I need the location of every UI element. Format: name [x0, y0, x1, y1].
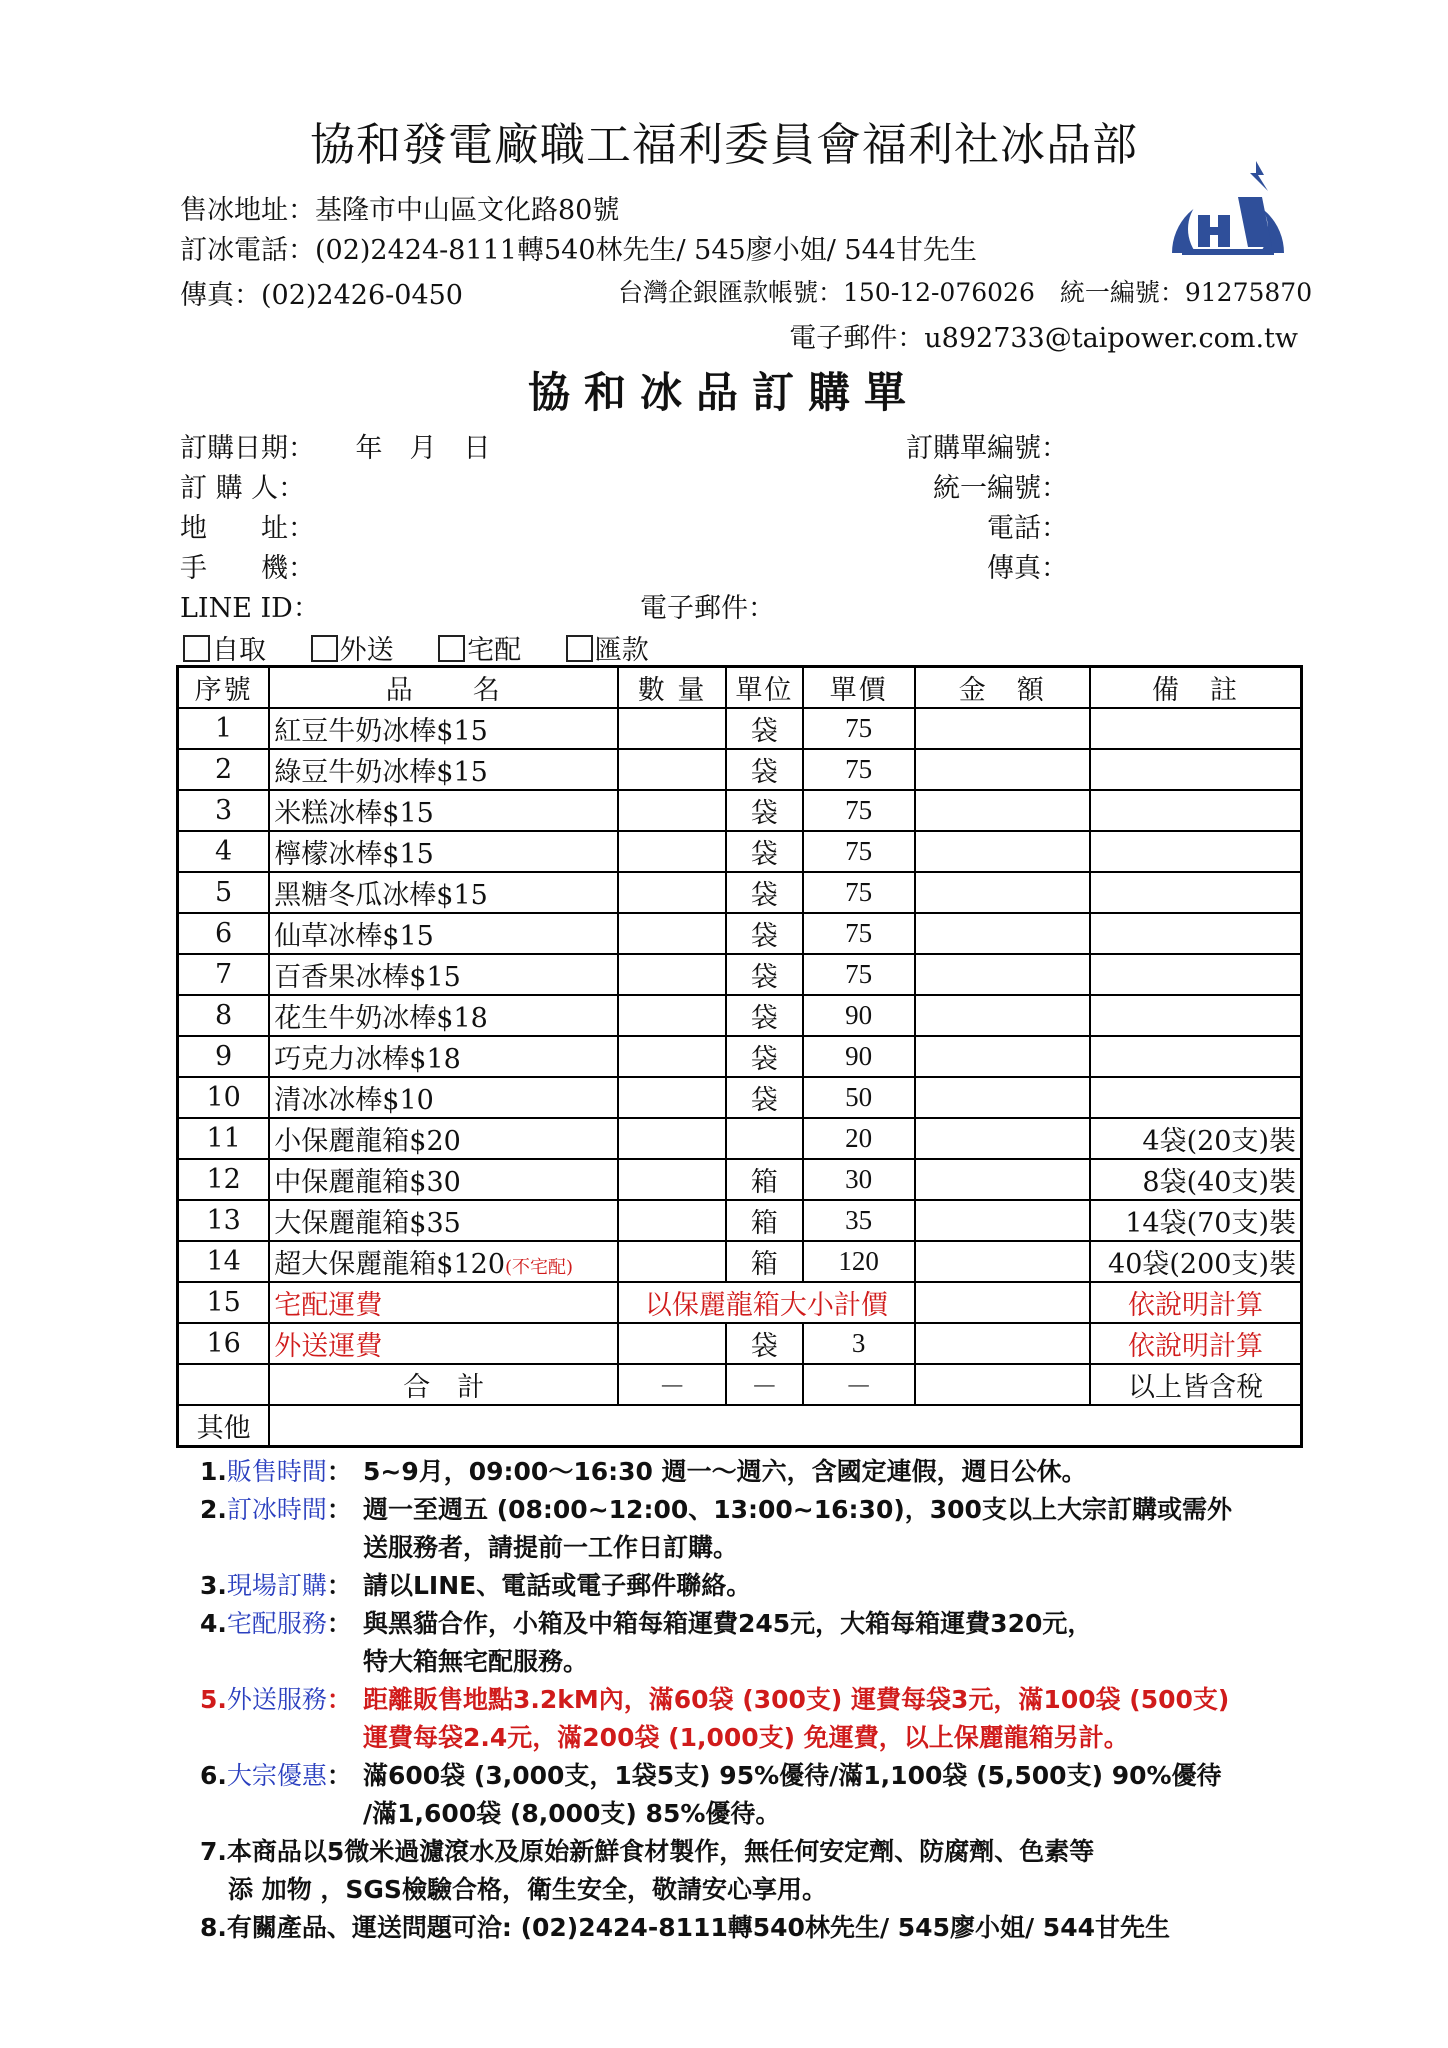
note-1: 1.販售時間： 5~9月，09:00～16:30 週一～週六，含國定連假，週日公休。 — [200, 1457, 1087, 1486]
quantity-cell[interactable] — [618, 1323, 726, 1364]
note-label: 大宗優惠 — [226, 1761, 327, 1790]
line-id-field: LINE ID： — [180, 593, 320, 624]
tax-note: 以上皆含稅 — [1090, 1364, 1301, 1405]
fax-line: 傳真：(02)2426-0450 — [180, 280, 463, 311]
delivery-fee-name: 外送運費 — [269, 1323, 618, 1364]
remark-cell — [1090, 831, 1301, 872]
price-cell: 50 — [803, 1077, 915, 1118]
quantity-cell[interactable] — [618, 1077, 726, 1118]
option-home-delivery[interactable]: 宅配 — [438, 628, 521, 667]
amount-cell[interactable] — [915, 790, 1091, 831]
table-header-row — [178, 667, 1302, 709]
amount-cell[interactable] — [915, 913, 1091, 954]
row-number: 2 — [178, 749, 270, 790]
col-header-no: 序號 — [178, 667, 270, 709]
product-name: 巧克力冰棒$18 — [269, 1036, 618, 1077]
amount-cell[interactable] — [915, 1118, 1091, 1159]
product-name: 小保麗龍箱$20 — [269, 1118, 618, 1159]
note-5: 5.外送服務： 距離販售地點3.2kM內，滿60袋 (300支) 運費每袋3元，滿100袋 (500支) — [200, 1685, 1230, 1714]
product-name: 仙草冰棒$15 — [269, 913, 618, 954]
table-row — [178, 831, 1302, 872]
quantity-cell[interactable] — [618, 1241, 726, 1282]
row-number: 8 — [178, 995, 270, 1036]
price-cell: 30 — [803, 1159, 915, 1200]
note-2-cont: 送服務者，請提前一工作日訂購。 — [363, 1533, 739, 1562]
note-8: 8.有關產品、運送問題可洽: (02)2424-8111轉540林先生/ 545廖小姐/ 544甘先生 — [200, 1913, 1170, 1942]
total-row: 合 計 － － － 以上皆含稅 — [178, 1364, 1302, 1405]
col-header-price: 單價 — [803, 667, 915, 709]
row-number: 10 — [178, 1077, 270, 1118]
remark-cell: 8袋(40支)裝 — [1090, 1159, 1301, 1200]
unit-cell: 袋 — [726, 1077, 803, 1118]
order-table — [176, 665, 1303, 1448]
order-date-field: 訂購日期： 年 月 日 — [180, 433, 491, 464]
unit-cell: 袋 — [726, 872, 803, 913]
remark-cell — [1090, 954, 1301, 995]
unit-cell: 箱 — [726, 1200, 803, 1241]
tax-id-field: 統一編號： — [933, 473, 1068, 504]
table-row — [178, 954, 1302, 995]
remark-cell — [1090, 1036, 1301, 1077]
org-title: 協和發電廠職工福利委員會福利社冰品部 — [309, 118, 1138, 171]
delivery-options — [183, 628, 685, 667]
note-4: 4.宅配服務： 與黑貓合作，小箱及中箱每箱運費245元，大箱每箱運費320元， — [200, 1609, 1093, 1638]
unit-cell: 箱 — [726, 1241, 803, 1282]
price-cell: 75 — [803, 831, 915, 872]
product-name: 中保麗龍箱$30 — [269, 1159, 618, 1200]
row-number: 6 — [178, 913, 270, 954]
amount-cell[interactable] — [915, 708, 1091, 749]
total-amount-cell[interactable] — [915, 1364, 1091, 1405]
row-number: 13 — [178, 1200, 270, 1241]
customer-email-field: 電子郵件： — [640, 593, 775, 624]
table-row — [178, 995, 1302, 1036]
unit-cell: 袋 — [726, 954, 803, 995]
amount-cell[interactable] — [915, 1077, 1091, 1118]
remark-cell — [1090, 708, 1301, 749]
note-7: 7.本商品以5微米過濾滾水及原始新鮮食材製作，無任何安定劑、防腐劑、色素等 添 加物 ，SGS檢驗合格，衛生安全，敬請安心享用。 — [200, 1837, 1095, 1904]
address-line: 售冰地址：基隆市中山區文化路80號 — [180, 195, 620, 226]
note-label: 宅配服務 — [226, 1609, 327, 1638]
total-label: 合 計 — [269, 1364, 618, 1405]
quantity-cell[interactable] — [618, 1200, 726, 1241]
row-number: 9 — [178, 1036, 270, 1077]
row-number: 12 — [178, 1159, 270, 1200]
remark-cell: 14袋(70支)裝 — [1090, 1200, 1301, 1241]
option-delivery[interactable]: 外送 — [311, 628, 394, 667]
product-name: 綠豆牛奶冰棒$15 — [269, 749, 618, 790]
row-number: 5 — [178, 872, 270, 913]
amount-cell[interactable] — [915, 749, 1091, 790]
table-row — [178, 913, 1302, 954]
note-label: 外送服務 — [226, 1685, 327, 1714]
amount-cell[interactable] — [915, 1323, 1091, 1364]
customer-address-field: 地 址： — [180, 513, 315, 544]
remark-cell — [1090, 995, 1301, 1036]
col-header-amount: 金 額 — [915, 667, 1091, 709]
col-header-unit: 單位 — [726, 667, 803, 709]
other-input-cell[interactable] — [269, 1405, 1301, 1447]
product-name: 超大保麗龍箱$120(不宅配) — [269, 1241, 618, 1282]
note-3: 3.現場訂購： 請以LINE、電話或電子郵件聯絡。 — [200, 1571, 752, 1600]
remark-cell: 40袋(200支)裝 — [1090, 1241, 1301, 1282]
note-4-cont: 特大箱無宅配服務。 — [363, 1647, 589, 1676]
amount-cell[interactable] — [915, 1282, 1091, 1323]
remark-cell — [1090, 872, 1301, 913]
company-logo-icon — [1164, 157, 1292, 257]
order-number-field: 訂購單編號： — [906, 433, 1068, 464]
amount-cell[interactable] — [915, 1036, 1091, 1077]
unit-cell: 箱 — [726, 1159, 803, 1200]
unit-cell — [726, 1118, 803, 1159]
unit-cell: 袋 — [726, 831, 803, 872]
option-pickup[interactable]: 自取 — [183, 628, 266, 667]
remark-cell — [1090, 913, 1301, 954]
price-cell: 90 — [803, 995, 915, 1036]
quantity-cell[interactable] — [618, 790, 726, 831]
other-row — [178, 1405, 1302, 1447]
product-name: 黑糖冬瓜冰棒$15 — [269, 872, 618, 913]
table-row — [178, 1036, 1302, 1077]
table-row — [178, 1118, 1302, 1159]
product-name: 大保麗龍箱$35 — [269, 1200, 618, 1241]
checkbox-home-delivery[interactable] — [438, 635, 465, 662]
note-5-cont: 運費每袋2.4元，滿200袋 (1,000支) 免運費，以上保麗龍箱另計。 — [363, 1723, 1129, 1752]
notes-section — [200, 1453, 1320, 1947]
note-6-cont: /滿1,600袋 (8,000支) 85%優待。 — [363, 1799, 781, 1828]
col-header-name: 品 名 — [269, 667, 618, 709]
product-name: 檸檬冰棒$15 — [269, 831, 618, 872]
note-label: 訂冰時間 — [226, 1495, 327, 1524]
quantity-cell[interactable] — [618, 954, 726, 995]
product-name: 百香果冰棒$15 — [269, 954, 618, 995]
row-number: 3 — [178, 790, 270, 831]
product-name: 花生牛奶冰棒$18 — [269, 995, 618, 1036]
price-cell: 75 — [803, 913, 915, 954]
table-row — [178, 1159, 1302, 1200]
option-remittance[interactable]: 匯款 — [566, 628, 649, 667]
bank-line: 台灣企銀匯款帳號：150-12-076026 統一編號：91275870 — [618, 278, 1313, 307]
unit-cell: 袋 — [726, 1036, 803, 1077]
unit-cell: 袋 — [726, 749, 803, 790]
table-row: 16 外送運費 袋 3 依說明計算 — [178, 1323, 1302, 1364]
price-cell: 75 — [803, 954, 915, 995]
price-cell: 75 — [803, 749, 915, 790]
phone-line: 訂冰電話：(02)2424-8111轉540林先生/ 545廖小姐/ 544甘先生 — [180, 235, 977, 266]
price-cell: 20 — [803, 1118, 915, 1159]
amount-cell[interactable] — [915, 831, 1091, 872]
no-home-delivery-note: (不宅配) — [505, 1257, 574, 1278]
unit-cell: 袋 — [726, 708, 803, 749]
col-header-remark: 備 註 — [1090, 667, 1301, 709]
note-2: 2.訂冰時間： 週一至週五 (08:00~12:00、13:00~16:30)，300支以上大宗訂購或需外 — [200, 1495, 1232, 1524]
note-label: 販售時間 — [226, 1457, 327, 1486]
other-label: 其他 — [178, 1405, 270, 1447]
price-cell: 120 — [803, 1241, 915, 1282]
checkbox-remittance[interactable] — [566, 635, 593, 662]
amount-cell[interactable] — [915, 954, 1091, 995]
quantity-cell[interactable] — [618, 872, 726, 913]
price-cell: 75 — [803, 790, 915, 831]
shipping-fee-name: 宅配運費 — [269, 1282, 618, 1323]
quantity-cell[interactable] — [618, 913, 726, 954]
price-cell: 90 — [803, 1036, 915, 1077]
shipping-fee-note: 以保麗龍箱大小計價 — [618, 1282, 914, 1323]
orderer-field: 訂 購 人： — [180, 473, 306, 504]
product-name: 清冰冰棒$10 — [269, 1077, 618, 1118]
amount-cell[interactable] — [915, 1159, 1091, 1200]
table-row — [178, 1241, 1302, 1282]
table-row — [178, 790, 1302, 831]
quantity-cell[interactable] — [618, 1118, 726, 1159]
amount-cell[interactable] — [915, 995, 1091, 1036]
unit-cell: 袋 — [726, 995, 803, 1036]
table-row — [178, 1200, 1302, 1241]
price-cell: 75 — [803, 708, 915, 749]
row-number: 11 — [178, 1118, 270, 1159]
quantity-cell[interactable] — [618, 749, 726, 790]
quantity-cell[interactable] — [618, 1159, 726, 1200]
amount-cell[interactable] — [915, 872, 1091, 913]
table-row — [178, 749, 1302, 790]
unit-cell: 袋 — [726, 913, 803, 954]
row-number: 14 — [178, 1241, 270, 1282]
customer-fax-field: 傳真： — [987, 553, 1068, 584]
amount-cell[interactable] — [915, 1241, 1091, 1282]
quantity-cell[interactable] — [618, 831, 726, 872]
quantity-cell[interactable] — [618, 1036, 726, 1077]
customer-phone-field: 電話： — [987, 513, 1068, 544]
table-row: 15 宅配運費 以保麗龍箱大小計價 依說明計算 — [178, 1282, 1302, 1323]
note-6: 6.大宗優惠： 滿600袋 (3,000支，1袋5支) 95%優待/滿1,100袋 (5,500支) 90%優待 — [200, 1761, 1222, 1790]
email-line: 電子郵件：u892733@taipower.com.tw — [789, 323, 1298, 354]
col-header-qty: 數 量 — [618, 667, 726, 709]
unit-cell: 袋 — [726, 790, 803, 831]
checkbox-delivery[interactable] — [311, 635, 338, 662]
remark-cell — [1090, 1077, 1301, 1118]
remark-cell — [1090, 790, 1301, 831]
note-label: 現場訂購 — [226, 1571, 327, 1600]
product-name: 紅豆牛奶冰棒$15 — [269, 708, 618, 749]
price-cell: 75 — [803, 872, 915, 913]
form-title: 協和冰品訂購單 — [527, 368, 920, 417]
row-number: 7 — [178, 954, 270, 995]
mobile-field: 手 機： — [180, 553, 315, 584]
price-cell: 35 — [803, 1200, 915, 1241]
row-number: 4 — [178, 831, 270, 872]
checkbox-pickup[interactable] — [183, 635, 210, 662]
quantity-cell[interactable] — [618, 708, 726, 749]
remark-cell: 4袋(20支)裝 — [1090, 1118, 1301, 1159]
table-row — [178, 1077, 1302, 1118]
quantity-cell[interactable] — [618, 995, 726, 1036]
remark-cell — [1090, 749, 1301, 790]
product-name: 米糕冰棒$15 — [269, 790, 618, 831]
table-row — [178, 708, 1302, 749]
table-row — [178, 872, 1302, 913]
amount-cell[interactable] — [915, 1200, 1091, 1241]
row-number: 1 — [178, 708, 270, 749]
